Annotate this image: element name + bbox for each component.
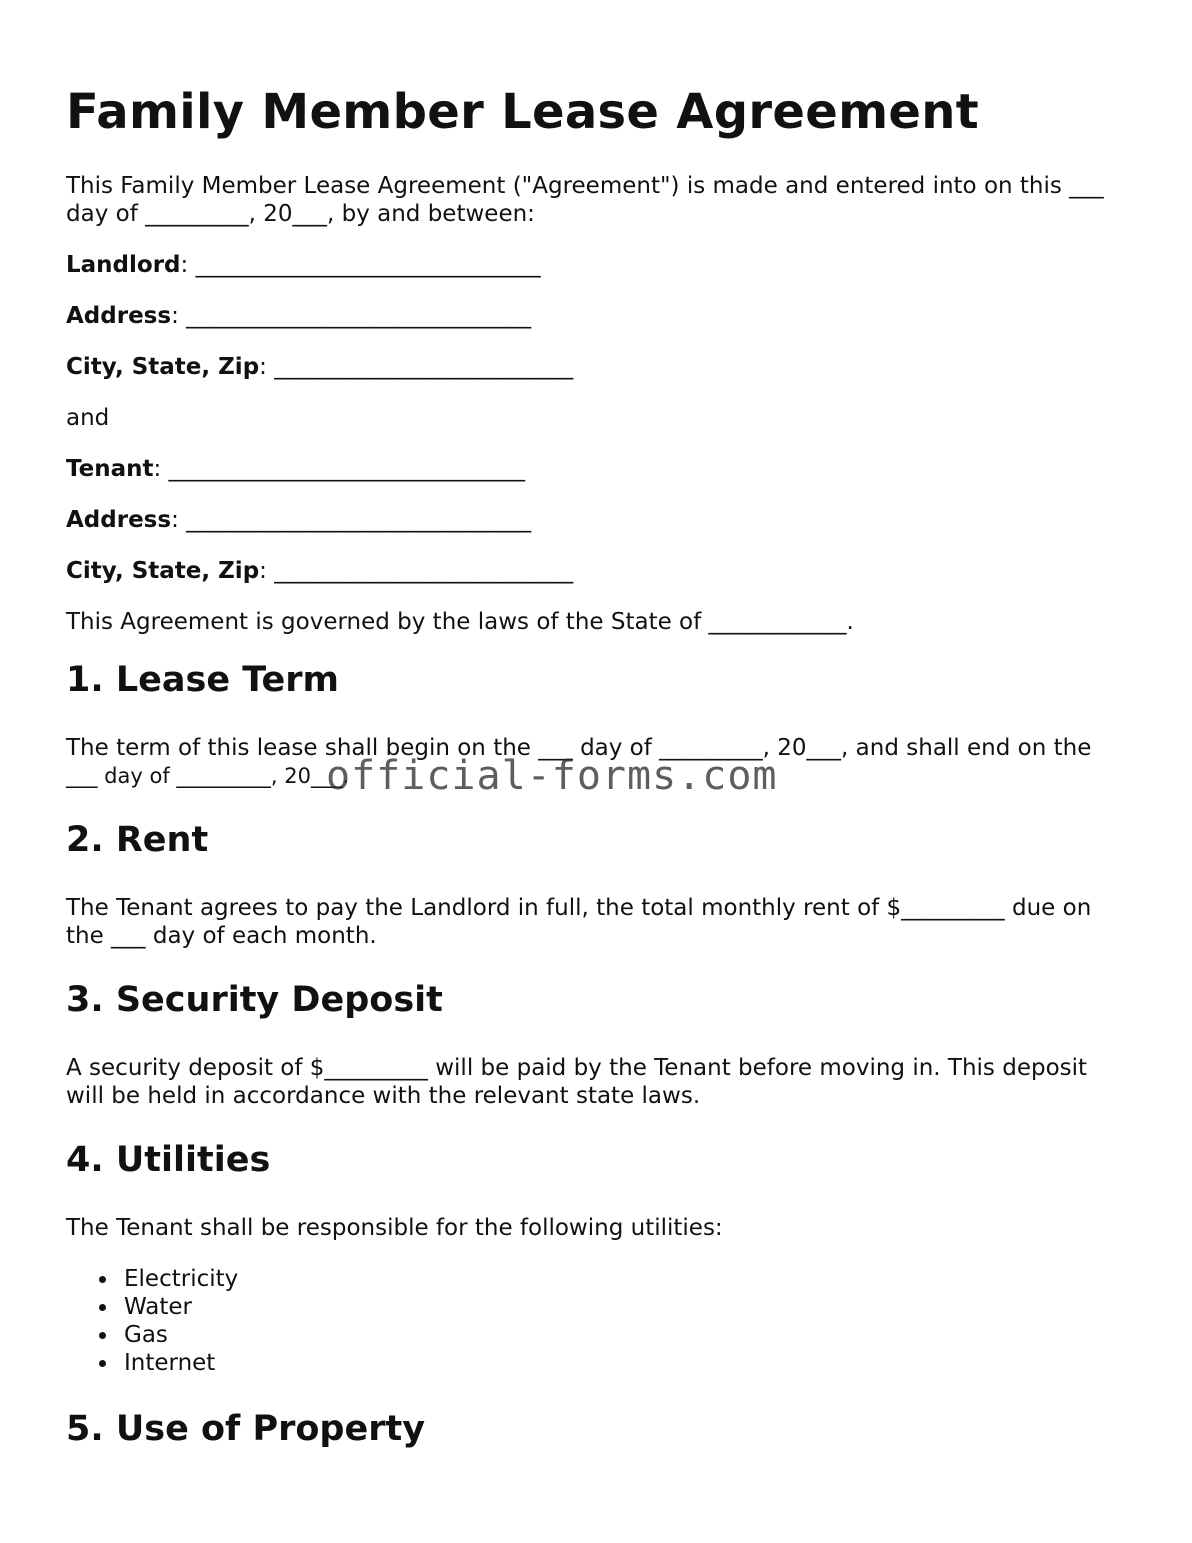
security-deposit-paragraph: A security deposit of $_________ will be paid by the Tenant before moving in. This deposit will be held in accordance with the relevant state laws. <box>66 1055 1088 1109</box>
use-of-property-heading: 5. Use of Property <box>66 1409 426 1449</box>
tenant-address-line <box>66 506 1126 534</box>
lease-term-line-1: The term of this lease shall begin on the ___ day of _________, 20___, and shall end on the <box>66 735 1092 761</box>
intro-paragraph: This Family Member Lease Agreement ("Agreement") is made and entered into on this ___ day of _________, 20___, by and between: <box>66 173 1104 227</box>
tenant-city-label: City, State, Zip <box>66 558 260 584</box>
landlord-blank: : ______________________________ <box>180 252 541 278</box>
tenant-blank: : _______________________________ <box>153 456 526 482</box>
utilities-list <box>66 1265 1126 1377</box>
tenant-address-label: Address <box>66 507 172 533</box>
and-text: and <box>66 405 110 431</box>
landlord-city-blank: : __________________________ <box>259 354 574 380</box>
tenant-city-line <box>66 557 1126 585</box>
document-title: Family Member Lease Agreement <box>66 84 979 140</box>
landlord-city-label: City, State, Zip <box>66 354 260 380</box>
bullet-icon <box>99 1332 106 1339</box>
security-deposit-heading: 3. Security Deposit <box>66 980 443 1020</box>
utility-item-label: Electricity <box>124 1266 239 1292</box>
bullet-icon <box>99 1304 106 1311</box>
utilities-heading: 4. Utilities <box>66 1140 271 1180</box>
landlord-address-label: Address <box>66 303 172 329</box>
landlord-line <box>66 251 1126 279</box>
bullet-icon <box>99 1360 106 1367</box>
lease-term-heading: 1. Lease Term <box>66 660 339 700</box>
utilities-paragraph: The Tenant shall be responsible for the following utilities: <box>66 1215 723 1241</box>
list-item <box>66 1321 1126 1349</box>
utility-item-label: Internet <box>124 1350 216 1376</box>
utility-item-label: Gas <box>124 1322 168 1348</box>
landlord-address-blank: : ______________________________ <box>171 303 532 329</box>
bullet-icon <box>99 1276 106 1283</box>
watermark-text: official-forms.com <box>326 753 778 799</box>
list-item <box>66 1265 1126 1293</box>
list-item <box>66 1293 1126 1321</box>
rent-paragraph: The Tenant agrees to pay the Landlord in full, the total monthly rent of $_________ due on the ___ day of each month. <box>66 895 1092 949</box>
landlord-label: Landlord <box>66 252 181 278</box>
tenant-address-blank: : ______________________________ <box>171 507 532 533</box>
tenant-line <box>66 455 1126 483</box>
governing-law-paragraph: This Agreement is governed by the laws of the State of ____________. <box>66 609 854 635</box>
landlord-address-line <box>66 302 1126 330</box>
list-item <box>66 1349 1126 1377</box>
utility-item-label: Water <box>124 1294 192 1320</box>
landlord-city-line <box>66 353 1126 381</box>
tenant-city-blank: : __________________________ <box>259 558 574 584</box>
lease-term-line-2: ___ day of _________, 20___. <box>66 764 350 788</box>
tenant-label: Tenant <box>66 456 154 482</box>
rent-heading: 2. Rent <box>66 820 209 860</box>
